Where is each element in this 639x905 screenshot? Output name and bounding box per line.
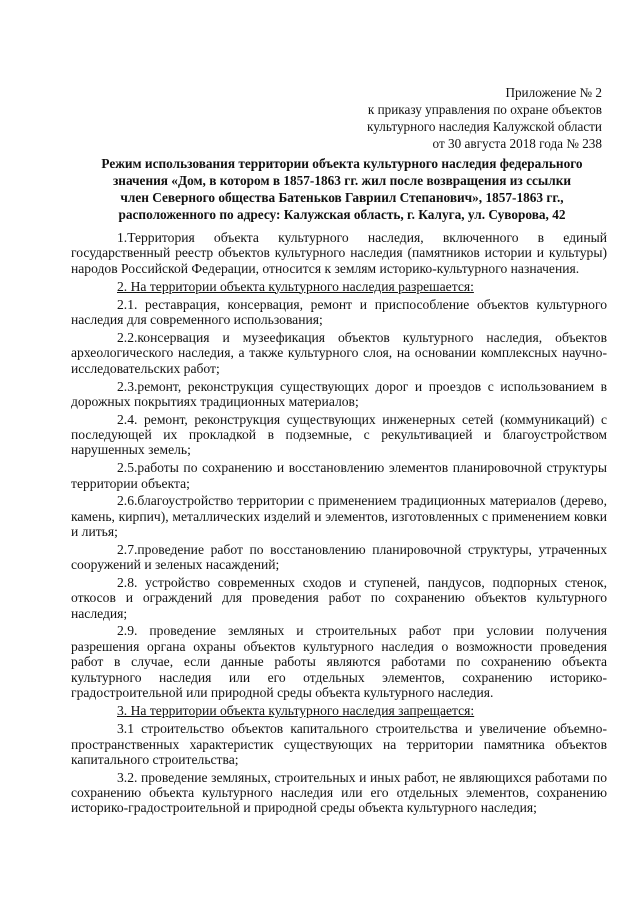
title-line: значения «Дом, в котором в 1857-1863 гг. жил после возвращения из ссылки: [112, 173, 572, 188]
appendix-line: Приложение № 2: [505, 85, 602, 100]
paragraph-2-9: 2.9. проведение земляных и строительных работ при условии получения разрешения органа охраны объектов культурного наследия о возможности проведения работ в случае, если данные работы являются работами по сохранению объекта культурного наследия или его отдельных элементов, сохранению историко-градостроительной или природной среды объекта культурного наследия.: [71, 623, 607, 701]
paragraph-2-7: 2.7.проведение работ по восстановлению планировочной структуры, утраченных сооружений и зеленых насаждений;: [71, 541, 607, 573]
paragraph-2-3: 2.3.ремонт, реконструкция существующих дорог и проездов с использованием в дорожных покрытиях традиционных материалов;: [71, 378, 607, 409]
paragraph-1: 1.Территория объекта культурного наследия, включенного в единый государственный реестр объектов культурного наследия (памятников истории и культуры) народов Российской Федерации, относится к землям историко-культурного назначения.: [71, 230, 607, 276]
document-title: [72, 155, 612, 223]
appendix-line: к приказу управления по охране объектов: [367, 102, 602, 117]
section-2-heading: 2. На территории объекта культурного наследия разрешается:: [117, 278, 474, 294]
title-line: Режим использования территории объекта культурного наследия федерального: [101, 156, 583, 171]
paragraph-2-4: 2.4. ремонт, реконструкция существующих инженерных сетей (коммуникаций) с последующей их прокладкой в подземные, с рекультивацией и благоустройством нарушенных земель;: [71, 411, 607, 458]
appendix-header: [367, 84, 602, 152]
title-line: член Северного общества Батеньков Гавриил Степанович», 1857-1863 гг.,: [120, 190, 564, 205]
appendix-line: от 30 августа 2018 года № 238: [432, 136, 602, 151]
document-body: [71, 230, 607, 818]
paragraph-2-8: 2.8. устройство современных сходов и ступеней, пандусов, подпорных стенок, откосов и ограждений для проведения работ по сохранению объектов культурного наследия;: [71, 574, 607, 621]
paragraph-2-1: 2.1. реставрация, консервация, ремонт и приспособление объектов культурного наследия для современного использования;: [71, 296, 607, 328]
paragraph-2-5: 2.5.работы по сохранению и восстановлению элементов планировочной структуры территории объекта;: [71, 460, 607, 491]
paragraph-2-2: 2.2.консервация и музеефикация объектов культурного наследия, объектов археологического наследия, а также культурного слоя, на основании комплексных научно-исследовательских работ;: [71, 330, 607, 376]
paragraph-3-2: 3.2. проведение земляных, строительных и иных работ, не являющихся работами по сохранению объекта культурного наследия или его отдельных элементов, сохранению историко-градостроительной и природной среды объекта культурного наследия;: [71, 769, 607, 816]
paragraph-3-1: 3.1 строительство объектов капитального строительства и увеличение объемно-пространственных характеристик существующих на территории памятника объектов капитального строительства;: [71, 721, 607, 767]
title-line: расположенного по адресу: Калужская область, г. Калуга, ул. Суворова, 42: [118, 207, 566, 222]
section-3-heading: 3. На территории объекта культурного наследия запрещается:: [117, 702, 475, 718]
paragraph-2-6: 2.6.благоустройство территории с применением традиционных материалов (дерево, камень, кирпич), металлических изделий и элементов, изготовленных с применением ковки и литья;: [71, 493, 607, 540]
appendix-line: культурного наследия Калужской области: [367, 119, 602, 134]
